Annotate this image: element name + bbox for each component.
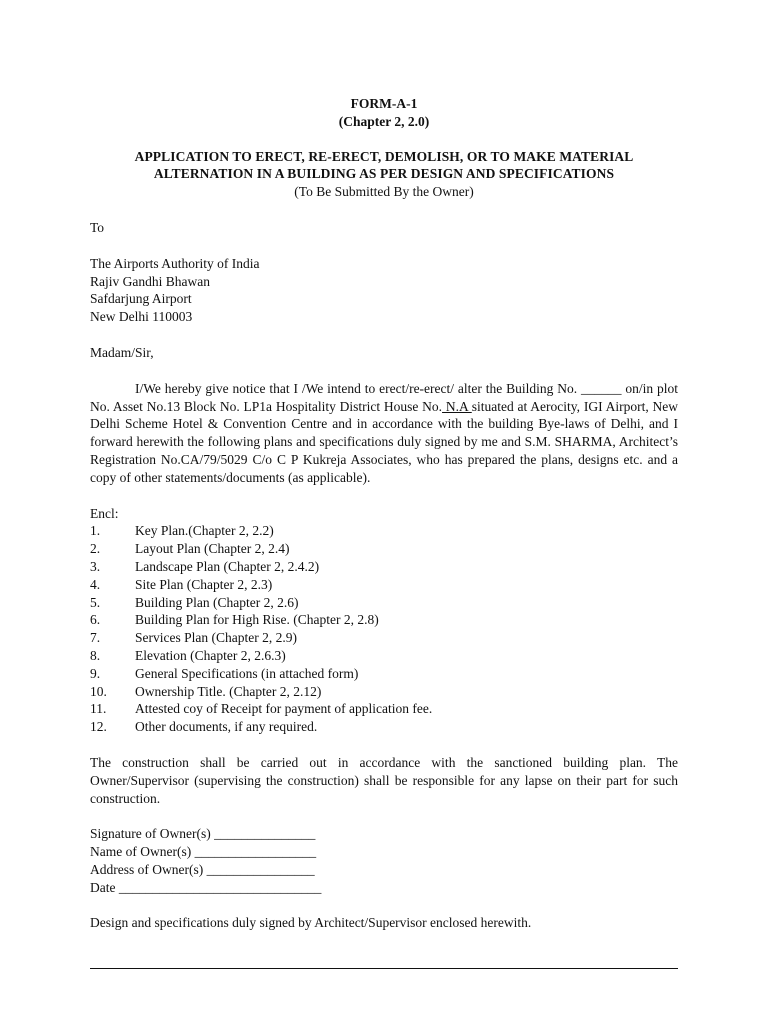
list-item <box>90 594 678 612</box>
list-item <box>90 718 678 736</box>
list-item-text: Elevation (Chapter 2, 2.6.3) <box>135 647 286 663</box>
list-item-number: 4. <box>90 576 101 592</box>
enclosures-list <box>90 522 678 736</box>
owner-signature-field: Signature of Owner(s) _______________ <box>90 826 316 842</box>
date-field: Date ______________________________ <box>90 879 322 895</box>
owner-address-field: Address of Owner(s) ________________ <box>90 861 315 877</box>
address-block <box>90 255 678 326</box>
list-item-text: Site Plan (Chapter 2, 2.3) <box>135 576 273 592</box>
list-item-text: General Specifications (in attached form) <box>135 665 359 681</box>
list-item <box>90 629 678 647</box>
bottom-divider <box>90 968 678 969</box>
list-item-number: 12. <box>90 719 107 735</box>
list-item-number: 8. <box>90 647 101 663</box>
enclosures-label: Encl: <box>90 505 119 521</box>
list-item-number: 5. <box>90 594 101 610</box>
address-to: To <box>90 219 105 235</box>
notice-text-part-2: situated at Aerocity, IGI Airport, New Delhi Scheme Hotel & Convention Centre and in accordance with the building Bye-laws of Delhi, and I forward herewith the following plans and specifications duly signed by me and S.M. SHARMA, Architect’s Registration No.CA/79/5029 C/o C P Kukreja Associates, who has prepared the plans, designs etc. and a copy of other statements/documents (as applicable). <box>90 398 678 485</box>
form-document <box>90 95 678 932</box>
footer-note: Design and specifications duly signed by Architect/Supervisor enclosed herewith. <box>90 915 532 931</box>
owner-name-field: Name of Owner(s) __________________ <box>90 844 317 860</box>
list-item-number: 3. <box>90 558 101 574</box>
address-line-3: Safdarjung Airport <box>90 291 192 307</box>
list-item-number: 7. <box>90 630 101 646</box>
list-item-number: 11. <box>90 701 107 717</box>
notice-paragraph <box>90 380 678 487</box>
form-chapter: (Chapter 2, 2.0) <box>338 113 430 129</box>
list-item-text: Building Plan for High Rise. (Chapter 2, 2.8) <box>135 612 379 628</box>
list-item-text: Ownership Title. (Chapter 2, 2.12) <box>135 683 322 699</box>
house-number-value: N.A <box>442 398 472 414</box>
form-heading-line-2: ALTERNATION IN A BUILDING AS PER DESIGN AND SPECIFICATIONS <box>153 166 615 182</box>
notice-text-part-1: I/We hereby give notice that I /We intend to erect/re-erect/ alter the Building No. ______ on/in plot No. Asset No.13 Block No. LP1a Hospitality District House No. <box>90 380 678 414</box>
signature-block <box>90 825 678 896</box>
address-line-2: Rajiv Gandhi Bhawan <box>90 273 210 289</box>
list-item-text: Other documents, if any required. <box>135 719 318 735</box>
list-item <box>90 665 678 683</box>
address-line-1: The Airports Authority of India <box>90 255 260 271</box>
list-item <box>90 558 678 576</box>
list-item <box>90 522 678 540</box>
list-item <box>90 540 678 558</box>
list-item <box>90 647 678 665</box>
list-item <box>90 700 678 718</box>
form-heading-line-1: APPLICATION TO ERECT, RE-ERECT, DEMOLISH, OR TO MAKE MATERIAL <box>134 148 634 164</box>
list-item-text: Building Plan (Chapter 2, 2.6) <box>135 594 299 610</box>
list-item-number: 6. <box>90 612 101 628</box>
form-subheading: (To Be Submitted By the Owner) <box>294 184 474 200</box>
list-item-text: Key Plan.(Chapter 2, 2.2) <box>135 523 274 539</box>
list-item-number: 10. <box>90 683 107 699</box>
form-id: FORM-A-1 <box>350 96 418 111</box>
list-item-text: Attested coy of Receipt for payment of application fee. <box>135 701 433 717</box>
list-item-text: Layout Plan (Chapter 2, 2.4) <box>135 541 290 557</box>
list-item-number: 2. <box>90 541 101 557</box>
list-item-number: 9. <box>90 665 101 681</box>
salutation: Madam/Sir, <box>90 344 154 360</box>
list-item <box>90 683 678 701</box>
construction-note: The construction shall be carried out in accordance with the sanctioned building plan. The Owner/Supervisor (supervising the construction) shall be responsible for any lapse on their part for such construction. <box>90 754 678 806</box>
list-item-number: 1. <box>90 523 101 539</box>
address-line-4: New Delhi 110003 <box>90 309 193 325</box>
list-item <box>90 611 678 629</box>
list-item-text: Landscape Plan (Chapter 2, 2.4.2) <box>135 558 320 574</box>
list-item <box>90 576 678 594</box>
list-item-text: Services Plan (Chapter 2, 2.9) <box>135 630 297 646</box>
